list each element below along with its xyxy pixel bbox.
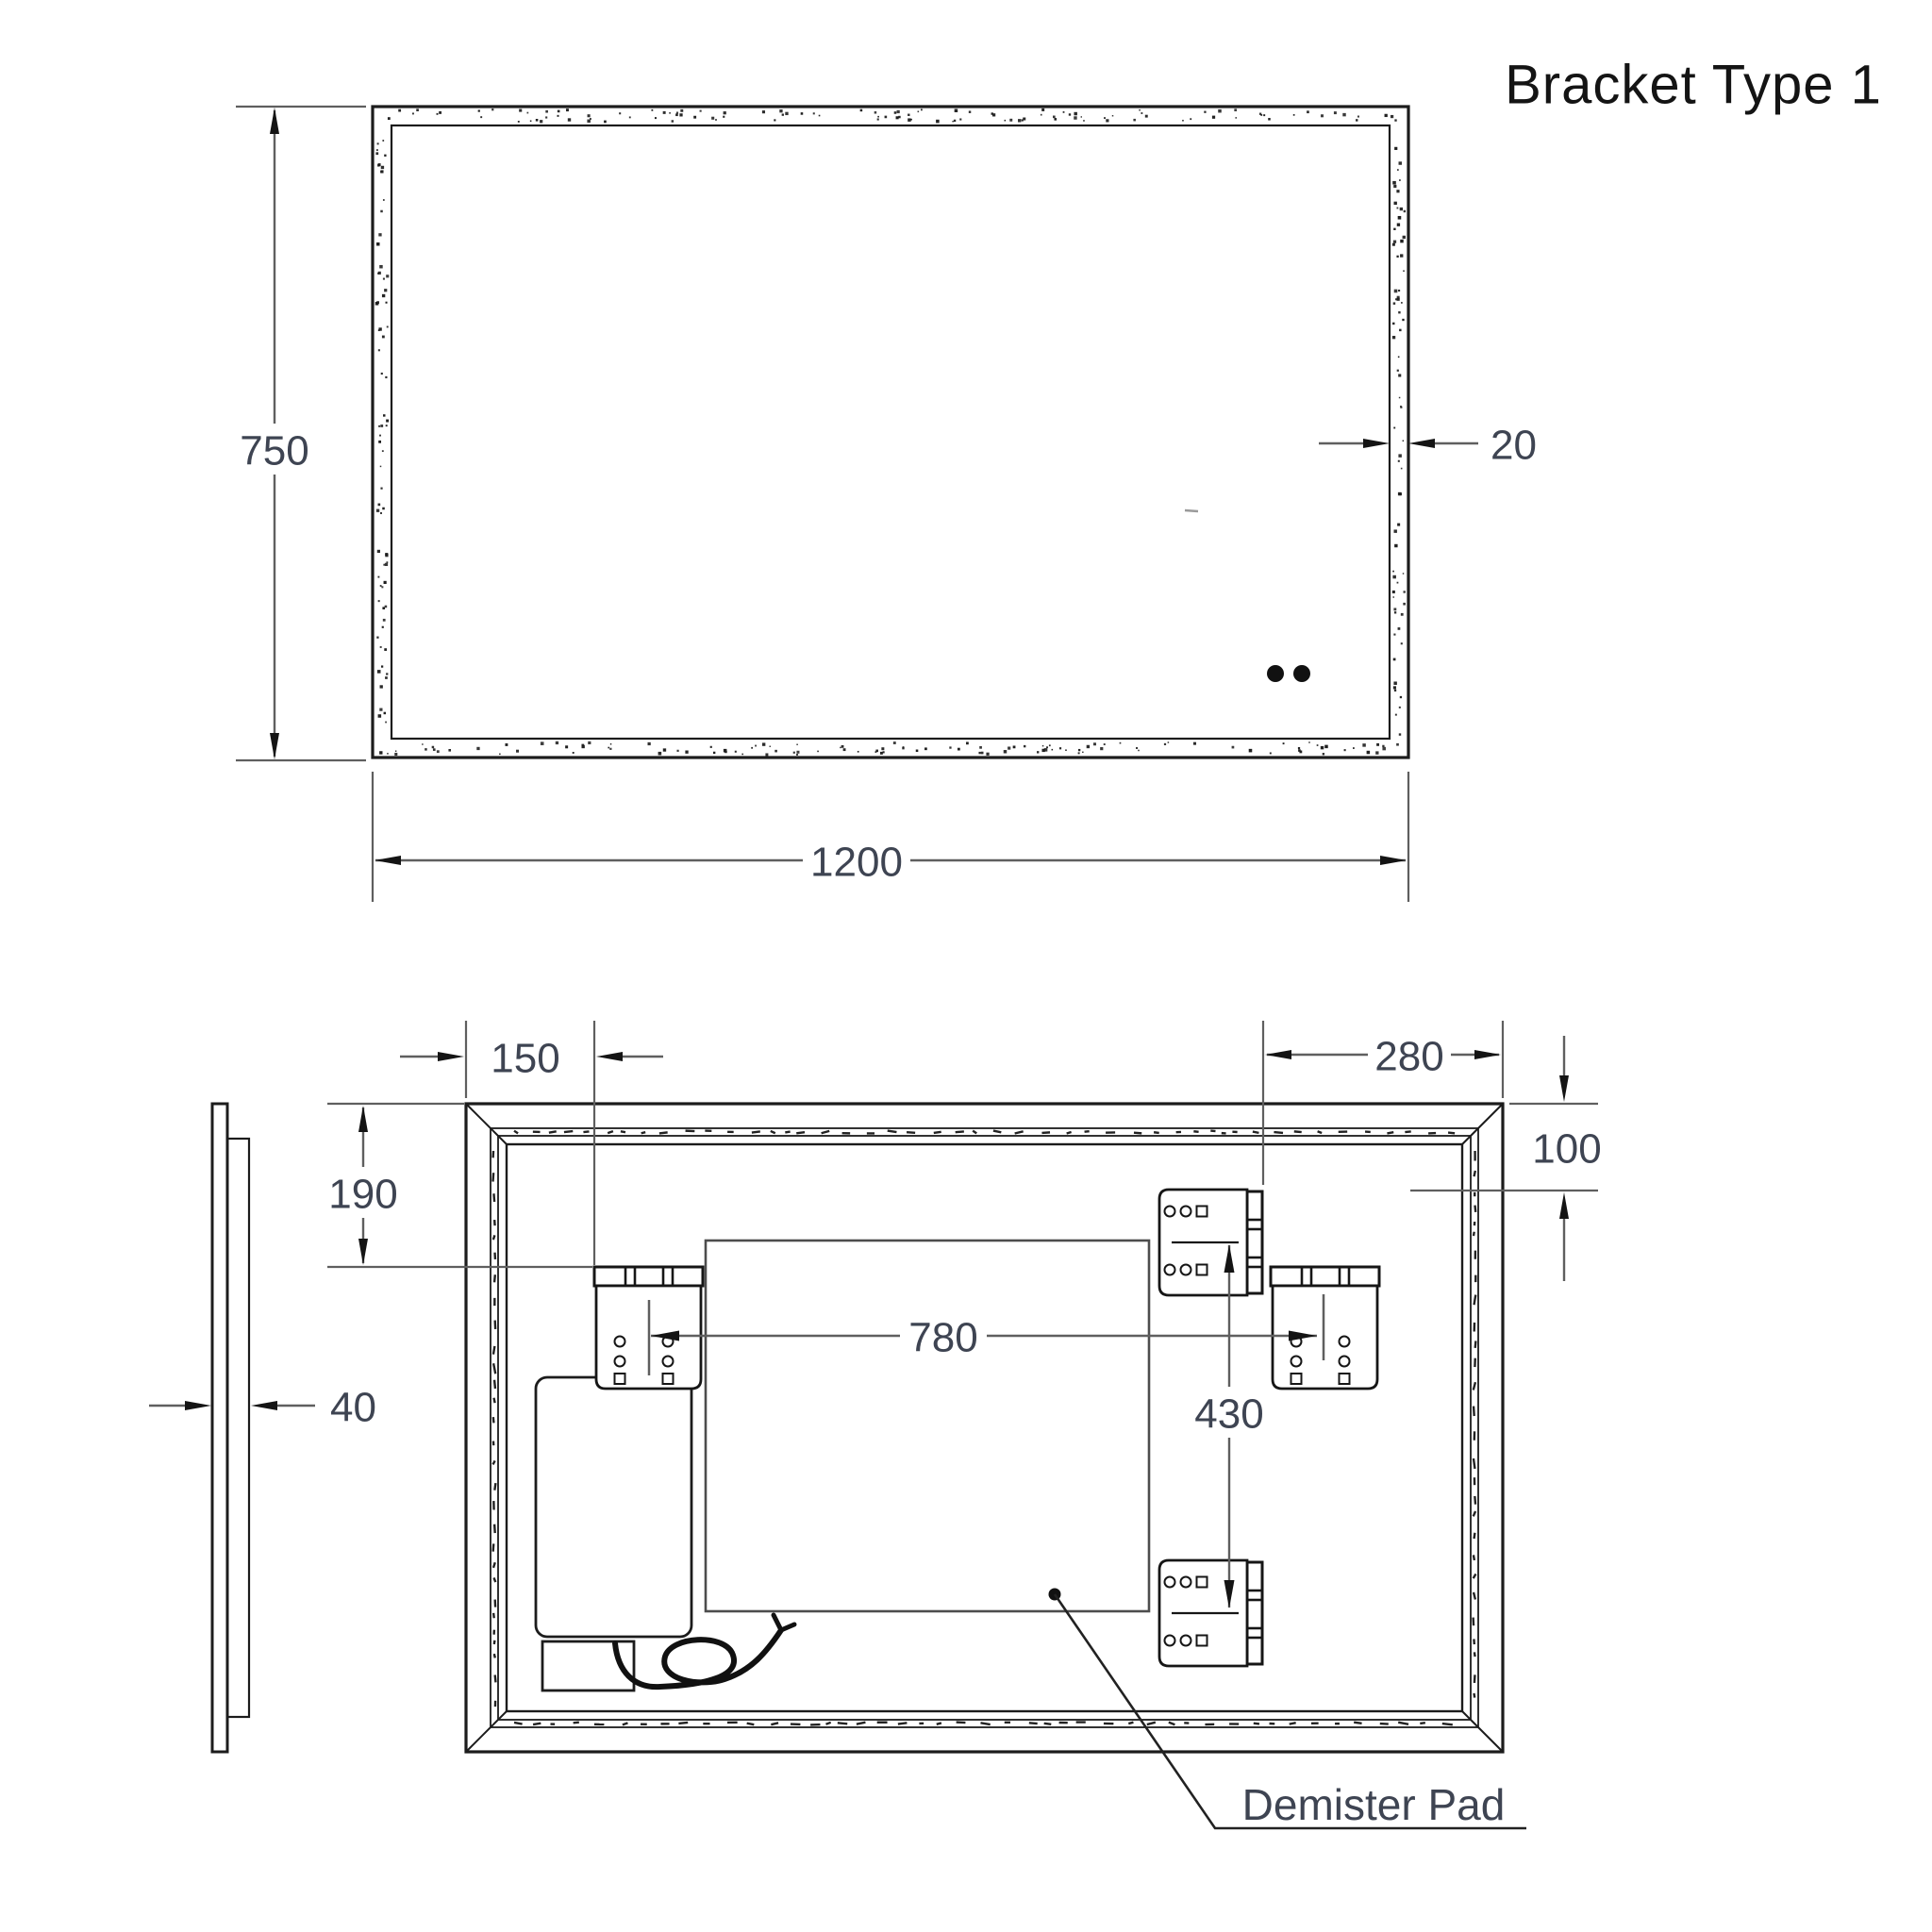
front-view xyxy=(373,107,1408,758)
mitre-top-right xyxy=(1462,1104,1503,1144)
demister-pad xyxy=(706,1241,1149,1611)
led-stipple-band xyxy=(375,108,1406,757)
stray-mark xyxy=(1185,510,1198,511)
rear-right-inset-value: 280 xyxy=(1374,1033,1444,1080)
dim-front-width xyxy=(373,772,1408,902)
rear-view xyxy=(466,1104,1503,1752)
bracket-horizontal xyxy=(1159,1560,1262,1666)
touch-sensor-dot-1 xyxy=(1267,665,1284,682)
mitre-bottom-right xyxy=(1462,1711,1503,1752)
dim-bracket-vertical-spacing xyxy=(1188,1245,1271,1607)
demister-pad-label: Demister Pad xyxy=(1241,1780,1506,1829)
front-view-inner-frame xyxy=(391,125,1390,739)
touch-sensor-dot-2 xyxy=(1293,665,1310,682)
demister-callout xyxy=(1049,1589,1527,1830)
front-width-value: 1200 xyxy=(810,839,903,886)
mitre-top-left xyxy=(466,1104,507,1144)
side-view-mirror-panel xyxy=(212,1104,227,1752)
side-depth-value: 40 xyxy=(330,1384,376,1431)
led-driver-box xyxy=(536,1377,691,1637)
front-view-outer-frame xyxy=(373,107,1408,758)
side-view xyxy=(212,1104,249,1752)
front-height-value: 750 xyxy=(240,427,309,475)
bracket-horizontal-spacing-value: 780 xyxy=(908,1314,978,1361)
rear-top-left-inset-value: 190 xyxy=(328,1171,398,1218)
side-view-backing-box xyxy=(227,1139,249,1717)
mitre-bottom-left xyxy=(466,1711,507,1752)
bracket-vertical-spacing-value: 430 xyxy=(1194,1391,1264,1438)
dim-front-height xyxy=(233,107,366,760)
drawing-title: Bracket Type 1 xyxy=(1505,54,1882,116)
rear-left-inset-value: 150 xyxy=(491,1035,560,1082)
bracket-vertical xyxy=(1271,1267,1379,1389)
power-cable-end xyxy=(774,1615,794,1630)
frame-thickness-value: 20 xyxy=(1491,422,1537,469)
rear-top-right-inset-value: 100 xyxy=(1532,1125,1602,1173)
power-cable xyxy=(615,1630,781,1687)
bracket-horizontal xyxy=(1159,1190,1262,1295)
